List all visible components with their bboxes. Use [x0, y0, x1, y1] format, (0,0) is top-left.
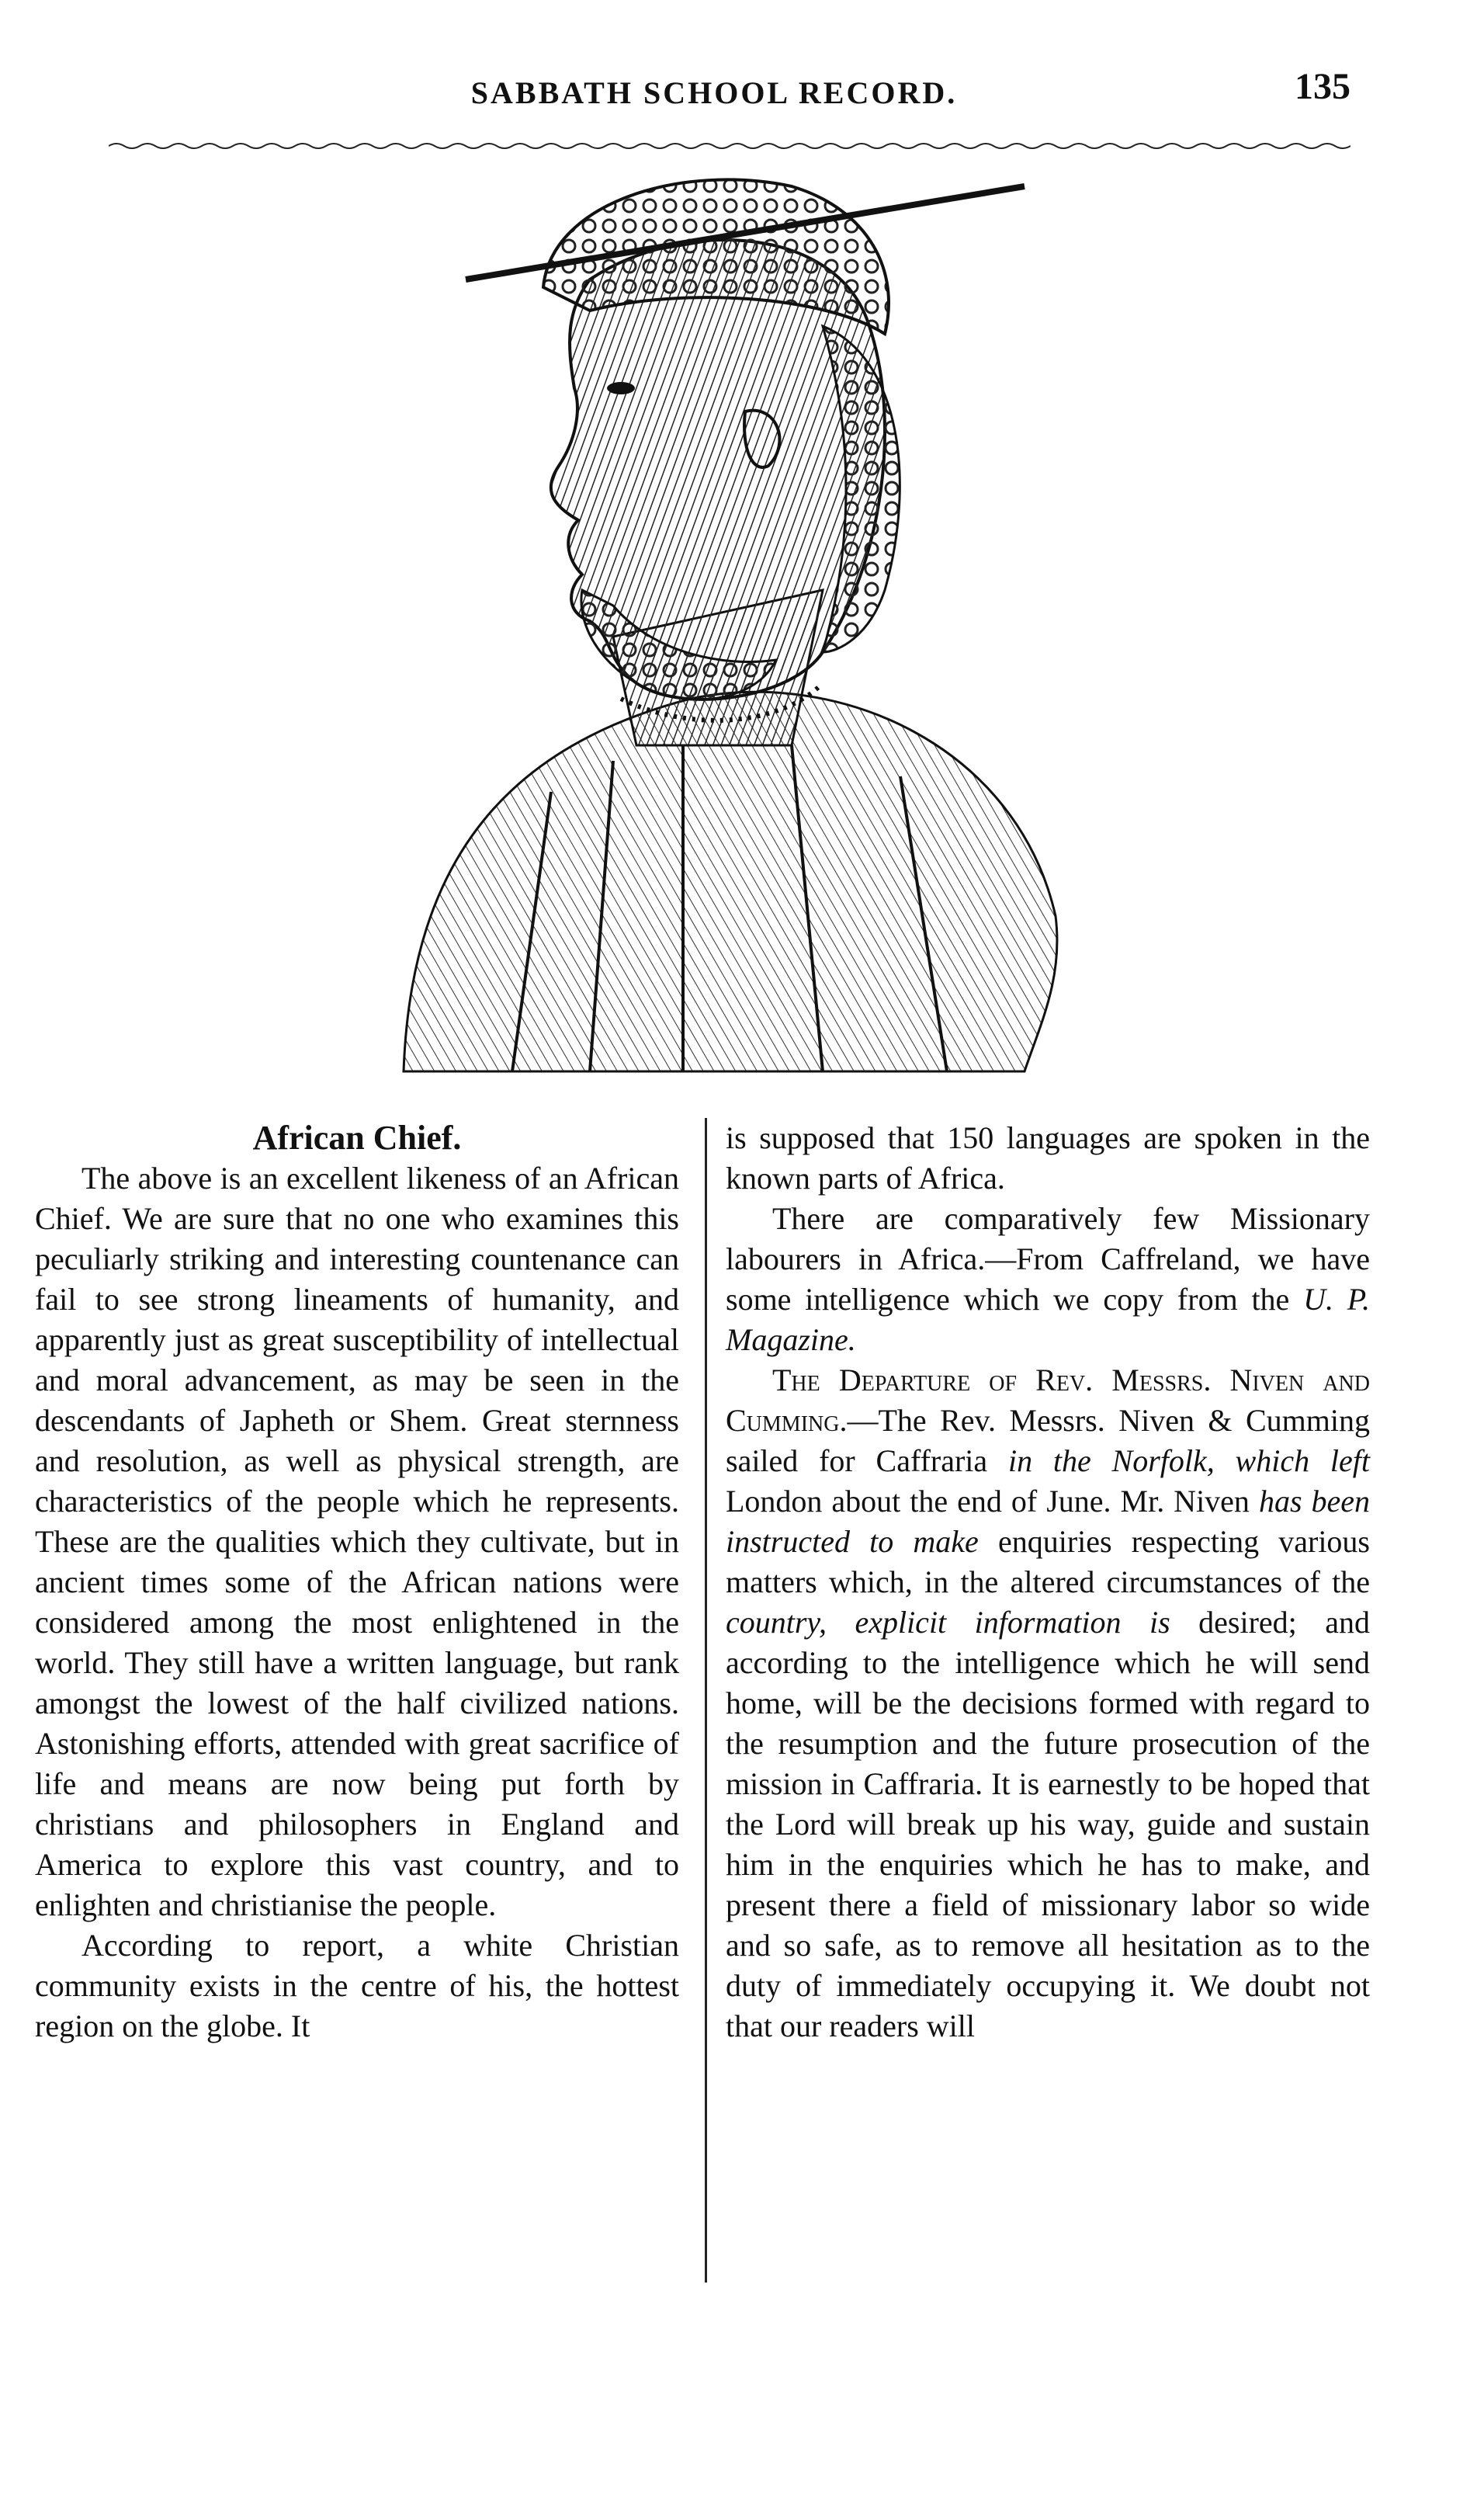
paragraph-text: There are comparatively few Missionary labourers in Africa.—From Caffreland, we have some intelligence which we copy from the [726, 1201, 1370, 1317]
paragraph-text: enquiries respecting various matters which, in the altered circumstances of the [726, 1524, 1370, 1599]
paragraph-text: —The Rev. Messrs. Niven & Cumming sailed for Caffraria [726, 1403, 1370, 1478]
african-chief-engraving [357, 155, 1087, 1102]
article-heading: The Departure of Rev. Messrs. Niven and Cumming. [726, 1363, 1370, 1438]
magazine-title: U. P. Magazine. [726, 1282, 1370, 1357]
column-divider [705, 1118, 707, 2283]
paragraph: According to report, a white Christian community exists in the centre of his, the hottest region on the globe. It [35, 1928, 679, 2043]
header-rule [109, 140, 1351, 151]
italic-text: in the Norfolk, which left [1007, 1443, 1370, 1478]
page-number: 135 [1295, 66, 1351, 107]
left-column [35, 1118, 679, 2046]
paragraph: is supposed that 150 languages are spoken in the known parts of Africa. [726, 1120, 1370, 1196]
paragraph-text: London about the end of June. Mr. Niven [726, 1484, 1259, 1519]
section-heading: African Chief. [252, 1119, 462, 1157]
italic-text: has been instructed to make [726, 1484, 1371, 1559]
paragraph-text: desired; and according to the intelligence which he will send home, will be the decisions formed with regard to the resumption and the future prosecution of the mission in Caffraria. It is earnestly to be hoped that the Lord will break up his way, guide and sustain him in the enquiries which he has to make, and present there a field of missionary labor so wide and so safe, as to remove all hesitation as to the duty of immediately occupying it. We doubt not that our readers will [726, 1605, 1370, 2043]
paragraph [726, 1360, 1370, 2046]
paragraph [726, 1199, 1370, 1360]
running-header: SABBATH SCHOOL RECORD. [470, 75, 958, 110]
paragraph: The above is an excellent likeness of an African Chief. We are sure that no one who examines this peculiarly striking and interesting countenance can fail to see strong lineaments of humanity, and apparently just as great susceptibility of intellectual and moral advancement, as may be seen in the descendants of Japheth or Shem. Great sternness and resolution, as well as physical strength, are characteristics of the people which he represents. These are the qualities which they cultivate, but in ancient times some of the African nations were considered among the most enlightened in the world. They still have a written language, but rank amongst the lowest of the half civilized nations. Astonishing efforts, attended with great sacrifice of life and means are now being put forth by christians and philosophers in England and America to explore this vast country, and to enlighten and christianise the people. [35, 1161, 679, 1922]
right-column [726, 1118, 1370, 2046]
italic-text: country, explicit information is [726, 1605, 1170, 1640]
